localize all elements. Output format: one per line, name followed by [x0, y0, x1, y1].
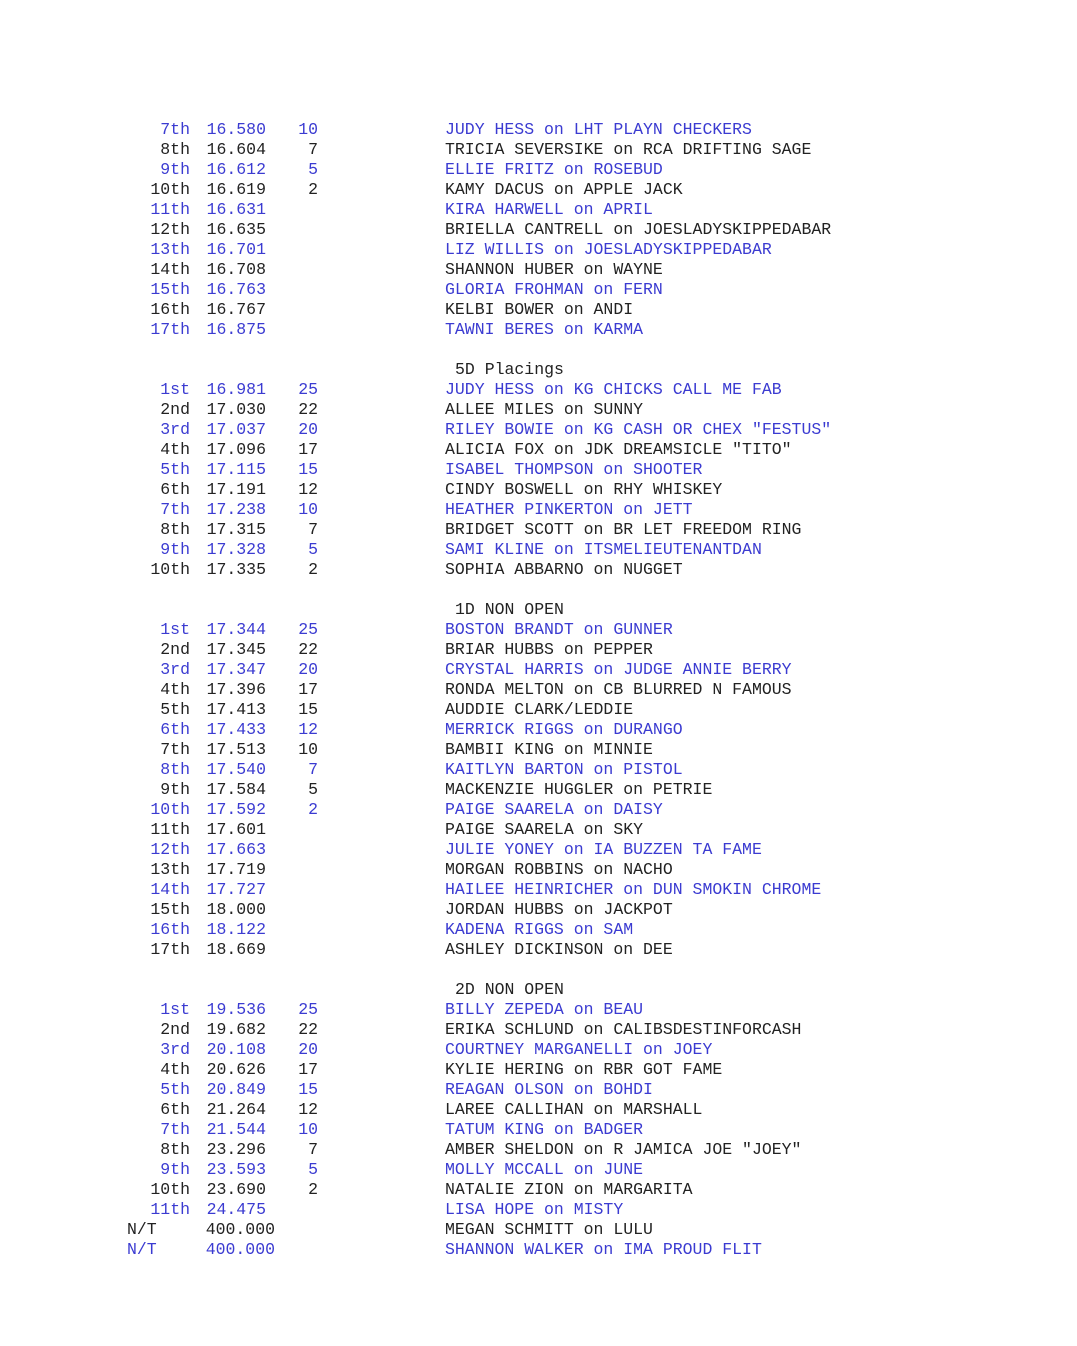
- placing-cell: 10th: [150, 180, 190, 199]
- time-cell: 23.690: [206, 1180, 266, 1199]
- placing-cell: 11th: [150, 1200, 190, 1219]
- result-row: [0, 220, 1077, 240]
- result-row: [0, 760, 1077, 780]
- time-cell: 16.701: [206, 240, 266, 259]
- placing-cell: 10th: [150, 560, 190, 579]
- result-row: [0, 660, 1077, 680]
- rider-horse-cell: ALICIA FOX on JDK DREAMSICLE "TITO": [445, 440, 792, 459]
- time-cell: 17.335: [206, 560, 266, 579]
- time-cell: 17.601: [206, 820, 266, 839]
- section-title: 5D Placings: [455, 360, 564, 379]
- result-row: [0, 860, 1077, 880]
- result-row: [0, 700, 1077, 720]
- result-row: [0, 260, 1077, 280]
- time-cell: 18.000: [206, 900, 266, 919]
- section-title: 2D NON OPEN: [455, 980, 564, 999]
- points-cell: 2: [308, 800, 318, 819]
- points-cell: 20: [298, 420, 318, 439]
- result-row: [0, 520, 1077, 540]
- placing-cell: 16th: [150, 300, 190, 319]
- result-row: [0, 780, 1077, 800]
- time-cell: 16.767: [206, 300, 266, 319]
- result-row: [0, 840, 1077, 860]
- rider-horse-cell: BRIAR HUBBS on PEPPER: [445, 640, 653, 659]
- result-row: [0, 1160, 1077, 1180]
- placing-cell: 10th: [150, 800, 190, 819]
- time-cell: 16.708: [206, 260, 266, 279]
- placing-cell: 4th: [160, 1060, 190, 1079]
- time-cell: 23.593: [206, 1160, 266, 1179]
- result-row: [0, 800, 1077, 820]
- points-cell: 15: [298, 1080, 318, 1099]
- rider-horse-cell: KYLIE HERING on RBR GOT FAME: [445, 1060, 723, 1079]
- placing-cell: N/T: [127, 1240, 157, 1259]
- placing-cell: 8th: [160, 760, 190, 779]
- points-cell: 10: [298, 120, 318, 139]
- placing-cell: 2nd: [160, 400, 190, 419]
- result-row: [0, 400, 1077, 420]
- time-cell: 17.727: [206, 880, 266, 899]
- rider-horse-cell: AMBER SHELDON on R JAMICA JOE "JOEY": [445, 1140, 802, 1159]
- time-cell: 23.296: [206, 1140, 266, 1159]
- points-cell: 15: [298, 700, 318, 719]
- points-cell: 5: [308, 160, 318, 179]
- result-row: [0, 300, 1077, 320]
- time-cell: 17.115: [206, 460, 266, 479]
- rider-horse-cell: JUDY HESS on LHT PLAYN CHECKERS: [445, 120, 752, 139]
- result-row: [0, 500, 1077, 520]
- section-gap: [0, 340, 1077, 360]
- points-cell: 7: [308, 140, 318, 159]
- result-row: [0, 440, 1077, 460]
- placing-cell: 9th: [160, 780, 190, 799]
- points-cell: 25: [298, 380, 318, 399]
- points-cell: 17: [298, 680, 318, 699]
- time-cell: 20.108: [206, 1040, 266, 1059]
- time-cell: 16.612: [206, 160, 266, 179]
- points-cell: 17: [298, 440, 318, 459]
- points-cell: 7: [308, 520, 318, 539]
- points-cell: 7: [308, 760, 318, 779]
- time-cell: 17.030: [206, 400, 266, 419]
- rider-horse-cell: SOPHIA ABBARNO on NUGGET: [445, 560, 683, 579]
- rider-horse-cell: SHANNON HUBER on WAYNE: [445, 260, 663, 279]
- rider-horse-cell: CRYSTAL HARRIS on JUDGE ANNIE BERRY: [445, 660, 792, 679]
- result-row: [0, 540, 1077, 560]
- result-row: [0, 1080, 1077, 1100]
- rider-horse-cell: SAMI KLINE on ITSMELIEUTENANTDAN: [445, 540, 762, 559]
- result-row: [0, 120, 1077, 140]
- time-cell: 17.328: [206, 540, 266, 559]
- points-cell: 2: [308, 560, 318, 579]
- rider-horse-cell: CINDY BOSWELL on RHY WHISKEY: [445, 480, 723, 499]
- result-row: [0, 140, 1077, 160]
- rider-horse-cell: REAGAN OLSON on BOHDI: [445, 1080, 653, 1099]
- time-cell: 16.619: [206, 180, 266, 199]
- rider-horse-cell: BILLY ZEPEDA on BEAU: [445, 1000, 644, 1019]
- section-title: 1D NON OPEN: [455, 600, 564, 619]
- rider-horse-cell: KIRA HARWELL on APRIL: [445, 200, 653, 219]
- result-row: [0, 620, 1077, 640]
- placing-cell: 2nd: [160, 1020, 190, 1039]
- points-cell: 22: [298, 1020, 318, 1039]
- placing-cell: 1st: [160, 380, 190, 399]
- result-row: [0, 1040, 1077, 1060]
- result-row: [0, 420, 1077, 440]
- result-row: [0, 1120, 1077, 1140]
- rider-horse-cell: ALLEE MILES on SUNNY: [445, 400, 644, 419]
- placing-cell: 4th: [160, 440, 190, 459]
- placing-cell: 3rd: [160, 1040, 190, 1059]
- result-row: [0, 880, 1077, 900]
- time-cell: 24.475: [206, 1200, 266, 1219]
- rider-horse-cell: MEGAN SCHMITT on LULU: [445, 1220, 653, 1239]
- rider-horse-cell: BRIELLA CANTRELL on JOESLADYSKIPPEDABAR: [445, 220, 832, 239]
- section-gap: [0, 580, 1077, 600]
- points-cell: 22: [298, 640, 318, 659]
- rider-horse-cell: TAWNI BERES on KARMA: [445, 320, 644, 339]
- placing-cell: 2nd: [160, 640, 190, 659]
- points-cell: 20: [298, 660, 318, 679]
- time-cell: 17.037: [206, 420, 266, 439]
- placing-cell: 14th: [150, 880, 190, 899]
- rider-horse-cell: KAMY DACUS on APPLE JACK: [445, 180, 683, 199]
- time-cell: 400.000: [205, 1220, 275, 1239]
- rider-horse-cell: MERRICK RIGGS on DURANGO: [445, 720, 683, 739]
- time-cell: 21.544: [206, 1120, 266, 1139]
- time-cell: 17.413: [206, 700, 266, 719]
- rider-horse-cell: TRICIA SEVERSIKE on RCA DRIFTING SAGE: [445, 140, 812, 159]
- placing-cell: 10th: [150, 1180, 190, 1199]
- result-row: [0, 1000, 1077, 1020]
- placing-cell: 15th: [150, 900, 190, 919]
- time-cell: 16.875: [206, 320, 266, 339]
- result-row: [0, 720, 1077, 740]
- result-row: [0, 1240, 1077, 1260]
- rider-horse-cell: RILEY BOWIE on KG CASH OR CHEX "FESTUS": [445, 420, 832, 439]
- points-cell: 22: [298, 400, 318, 419]
- section-gap: [0, 960, 1077, 980]
- result-row: [0, 680, 1077, 700]
- rider-horse-cell: AUDDIE CLARK/LEDDIE: [445, 700, 634, 719]
- rider-horse-cell: JUDY HESS on KG CHICKS CALL ME FAB: [445, 380, 782, 399]
- points-cell: 2: [308, 1180, 318, 1199]
- placing-cell: 5th: [160, 700, 190, 719]
- placing-cell: 7th: [160, 1120, 190, 1139]
- result-row: [0, 480, 1077, 500]
- time-cell: 17.513: [206, 740, 266, 759]
- placing-cell: 12th: [150, 840, 190, 859]
- placing-cell: 4th: [160, 680, 190, 699]
- result-row: [0, 640, 1077, 660]
- placing-cell: 11th: [150, 820, 190, 839]
- rider-horse-cell: ERIKA SCHLUND on CALIBSDESTINFORCASH: [445, 1020, 802, 1039]
- rider-horse-cell: MORGAN ROBBINS on NACHO: [445, 860, 673, 879]
- placing-cell: 7th: [160, 500, 190, 519]
- result-row: [0, 1100, 1077, 1120]
- result-row: [0, 380, 1077, 400]
- rider-horse-cell: HEATHER PINKERTON on JETT: [445, 500, 693, 519]
- results-section: [0, 580, 1077, 960]
- result-row: [0, 280, 1077, 300]
- time-cell: 17.719: [206, 860, 266, 879]
- result-row: [0, 560, 1077, 580]
- rider-horse-cell: COURTNEY MARGANELLI on JOEY: [445, 1040, 713, 1059]
- placing-cell: 16th: [150, 920, 190, 939]
- result-row: [0, 900, 1077, 920]
- result-row: [0, 320, 1077, 340]
- time-cell: 16.763: [206, 280, 266, 299]
- placing-cell: 5th: [160, 1080, 190, 1099]
- time-cell: 21.264: [206, 1100, 266, 1119]
- time-cell: 19.682: [206, 1020, 266, 1039]
- placing-cell: 6th: [160, 1100, 190, 1119]
- time-cell: 17.345: [206, 640, 266, 659]
- section-header: [0, 980, 1077, 1000]
- rider-horse-cell: JORDAN HUBBS on JACKPOT: [445, 900, 673, 919]
- result-row: [0, 1200, 1077, 1220]
- time-cell: 20.849: [206, 1080, 266, 1099]
- points-cell: 10: [298, 740, 318, 759]
- result-row: [0, 1020, 1077, 1040]
- rider-horse-cell: MOLLY MCCALL on JUNE: [445, 1160, 644, 1179]
- placing-cell: 15th: [150, 280, 190, 299]
- points-cell: 10: [298, 1120, 318, 1139]
- result-row: [0, 1220, 1077, 1240]
- time-cell: 17.344: [206, 620, 266, 639]
- results-section: [0, 120, 1077, 340]
- time-cell: 16.635: [206, 220, 266, 239]
- time-cell: 16.604: [206, 140, 266, 159]
- time-cell: 17.238: [206, 500, 266, 519]
- rider-horse-cell: BRIDGET SCOTT on BR LET FREEDOM RING: [445, 520, 802, 539]
- rider-horse-cell: HAILEE HEINRICHER on DUN SMOKIN CHROME: [445, 880, 822, 899]
- time-cell: 17.347: [206, 660, 266, 679]
- time-cell: 16.981: [206, 380, 266, 399]
- placing-cell: 9th: [160, 540, 190, 559]
- result-row: [0, 820, 1077, 840]
- placing-cell: 5th: [160, 460, 190, 479]
- points-cell: 5: [308, 1160, 318, 1179]
- placing-cell: 9th: [160, 1160, 190, 1179]
- placing-cell: 11th: [150, 200, 190, 219]
- time-cell: 400.000: [205, 1240, 275, 1259]
- points-cell: 15: [298, 460, 318, 479]
- rider-horse-cell: NATALIE ZION on MARGARITA: [445, 1180, 693, 1199]
- time-cell: 17.191: [206, 480, 266, 499]
- time-cell: 20.626: [206, 1060, 266, 1079]
- time-cell: 16.631: [206, 200, 266, 219]
- points-cell: 12: [298, 480, 318, 499]
- time-cell: 17.096: [206, 440, 266, 459]
- rider-horse-cell: BOSTON BRANDT on GUNNER: [445, 620, 673, 639]
- points-cell: 20: [298, 1040, 318, 1059]
- result-row: [0, 460, 1077, 480]
- placing-cell: 14th: [150, 260, 190, 279]
- time-cell: 17.396: [206, 680, 266, 699]
- rider-horse-cell: PAIGE SAARELA on DAISY: [445, 800, 663, 819]
- result-row: [0, 240, 1077, 260]
- rider-horse-cell: JULIE YONEY on IA BUZZEN TA FAME: [445, 840, 762, 859]
- rider-horse-cell: PAIGE SAARELA on SKY: [445, 820, 644, 839]
- points-cell: 25: [298, 620, 318, 639]
- section-header: [0, 600, 1077, 620]
- placing-cell: 12th: [150, 220, 190, 239]
- rider-horse-cell: KELBI BOWER on ANDI: [445, 300, 634, 319]
- placing-cell: 13th: [150, 860, 190, 879]
- results-section: [0, 960, 1077, 1260]
- placing-cell: 1st: [160, 1000, 190, 1019]
- result-row: [0, 200, 1077, 220]
- rider-horse-cell: GLORIA FROHMAN on FERN: [445, 280, 663, 299]
- placing-cell: 3rd: [160, 660, 190, 679]
- result-row: [0, 160, 1077, 180]
- points-cell: 7: [308, 1140, 318, 1159]
- time-cell: 17.592: [206, 800, 266, 819]
- placing-cell: 7th: [160, 120, 190, 139]
- placing-cell: 17th: [150, 320, 190, 339]
- placing-cell: 3rd: [160, 420, 190, 439]
- placing-cell: 13th: [150, 240, 190, 259]
- results-document: [0, 120, 1077, 1260]
- time-cell: 17.584: [206, 780, 266, 799]
- placing-cell: 8th: [160, 140, 190, 159]
- rider-horse-cell: LIZ WILLIS on JOESLADYSKIPPEDABAR: [445, 240, 772, 259]
- rider-horse-cell: ISABEL THOMPSON on SHOOTER: [445, 460, 703, 479]
- placing-cell: 6th: [160, 480, 190, 499]
- time-cell: 17.540: [206, 760, 266, 779]
- rider-horse-cell: BAMBII KING on MINNIE: [445, 740, 653, 759]
- rider-horse-cell: LISA HOPE on MISTY: [445, 1200, 624, 1219]
- placing-cell: 1st: [160, 620, 190, 639]
- points-cell: 10: [298, 500, 318, 519]
- points-cell: 5: [308, 540, 318, 559]
- rider-horse-cell: TATUM KING on BADGER: [445, 1120, 644, 1139]
- rider-horse-cell: ELLIE FRITZ on ROSEBUD: [445, 160, 663, 179]
- points-cell: 25: [298, 1000, 318, 1019]
- placing-cell: N/T: [127, 1220, 157, 1239]
- rider-horse-cell: KADENA RIGGS on SAM: [445, 920, 634, 939]
- placing-cell: 8th: [160, 1140, 190, 1159]
- results-section: [0, 340, 1077, 580]
- rider-horse-cell: MACKENZIE HUGGLER on PETRIE: [445, 780, 713, 799]
- placing-cell: 8th: [160, 520, 190, 539]
- rider-horse-cell: LAREE CALLIHAN on MARSHALL: [445, 1100, 703, 1119]
- placing-cell: 7th: [160, 740, 190, 759]
- points-cell: 17: [298, 1060, 318, 1079]
- points-cell: 12: [298, 720, 318, 739]
- placing-cell: 17th: [150, 940, 190, 959]
- rider-horse-cell: RONDA MELTON on CB BLURRED N FAMOUS: [445, 680, 792, 699]
- time-cell: 17.433: [206, 720, 266, 739]
- result-row: [0, 920, 1077, 940]
- rider-horse-cell: KAITLYN BARTON on PISTOL: [445, 760, 683, 779]
- time-cell: 18.669: [206, 940, 266, 959]
- result-row: [0, 1180, 1077, 1200]
- placing-cell: 9th: [160, 160, 190, 179]
- points-cell: 2: [308, 180, 318, 199]
- result-row: [0, 1060, 1077, 1080]
- rider-horse-cell: ASHLEY DICKINSON on DEE: [445, 940, 673, 959]
- time-cell: 16.580: [206, 120, 266, 139]
- time-cell: 19.536: [206, 1000, 266, 1019]
- points-cell: 12: [298, 1100, 318, 1119]
- time-cell: 17.663: [206, 840, 266, 859]
- rider-horse-cell: SHANNON WALKER on IMA PROUD FLIT: [445, 1240, 762, 1259]
- time-cell: 17.315: [206, 520, 266, 539]
- result-row: [0, 1140, 1077, 1160]
- placing-cell: 6th: [160, 720, 190, 739]
- result-row: [0, 940, 1077, 960]
- section-header: [0, 360, 1077, 380]
- result-row: [0, 180, 1077, 200]
- time-cell: 18.122: [206, 920, 266, 939]
- result-row: [0, 740, 1077, 760]
- points-cell: 5: [308, 780, 318, 799]
